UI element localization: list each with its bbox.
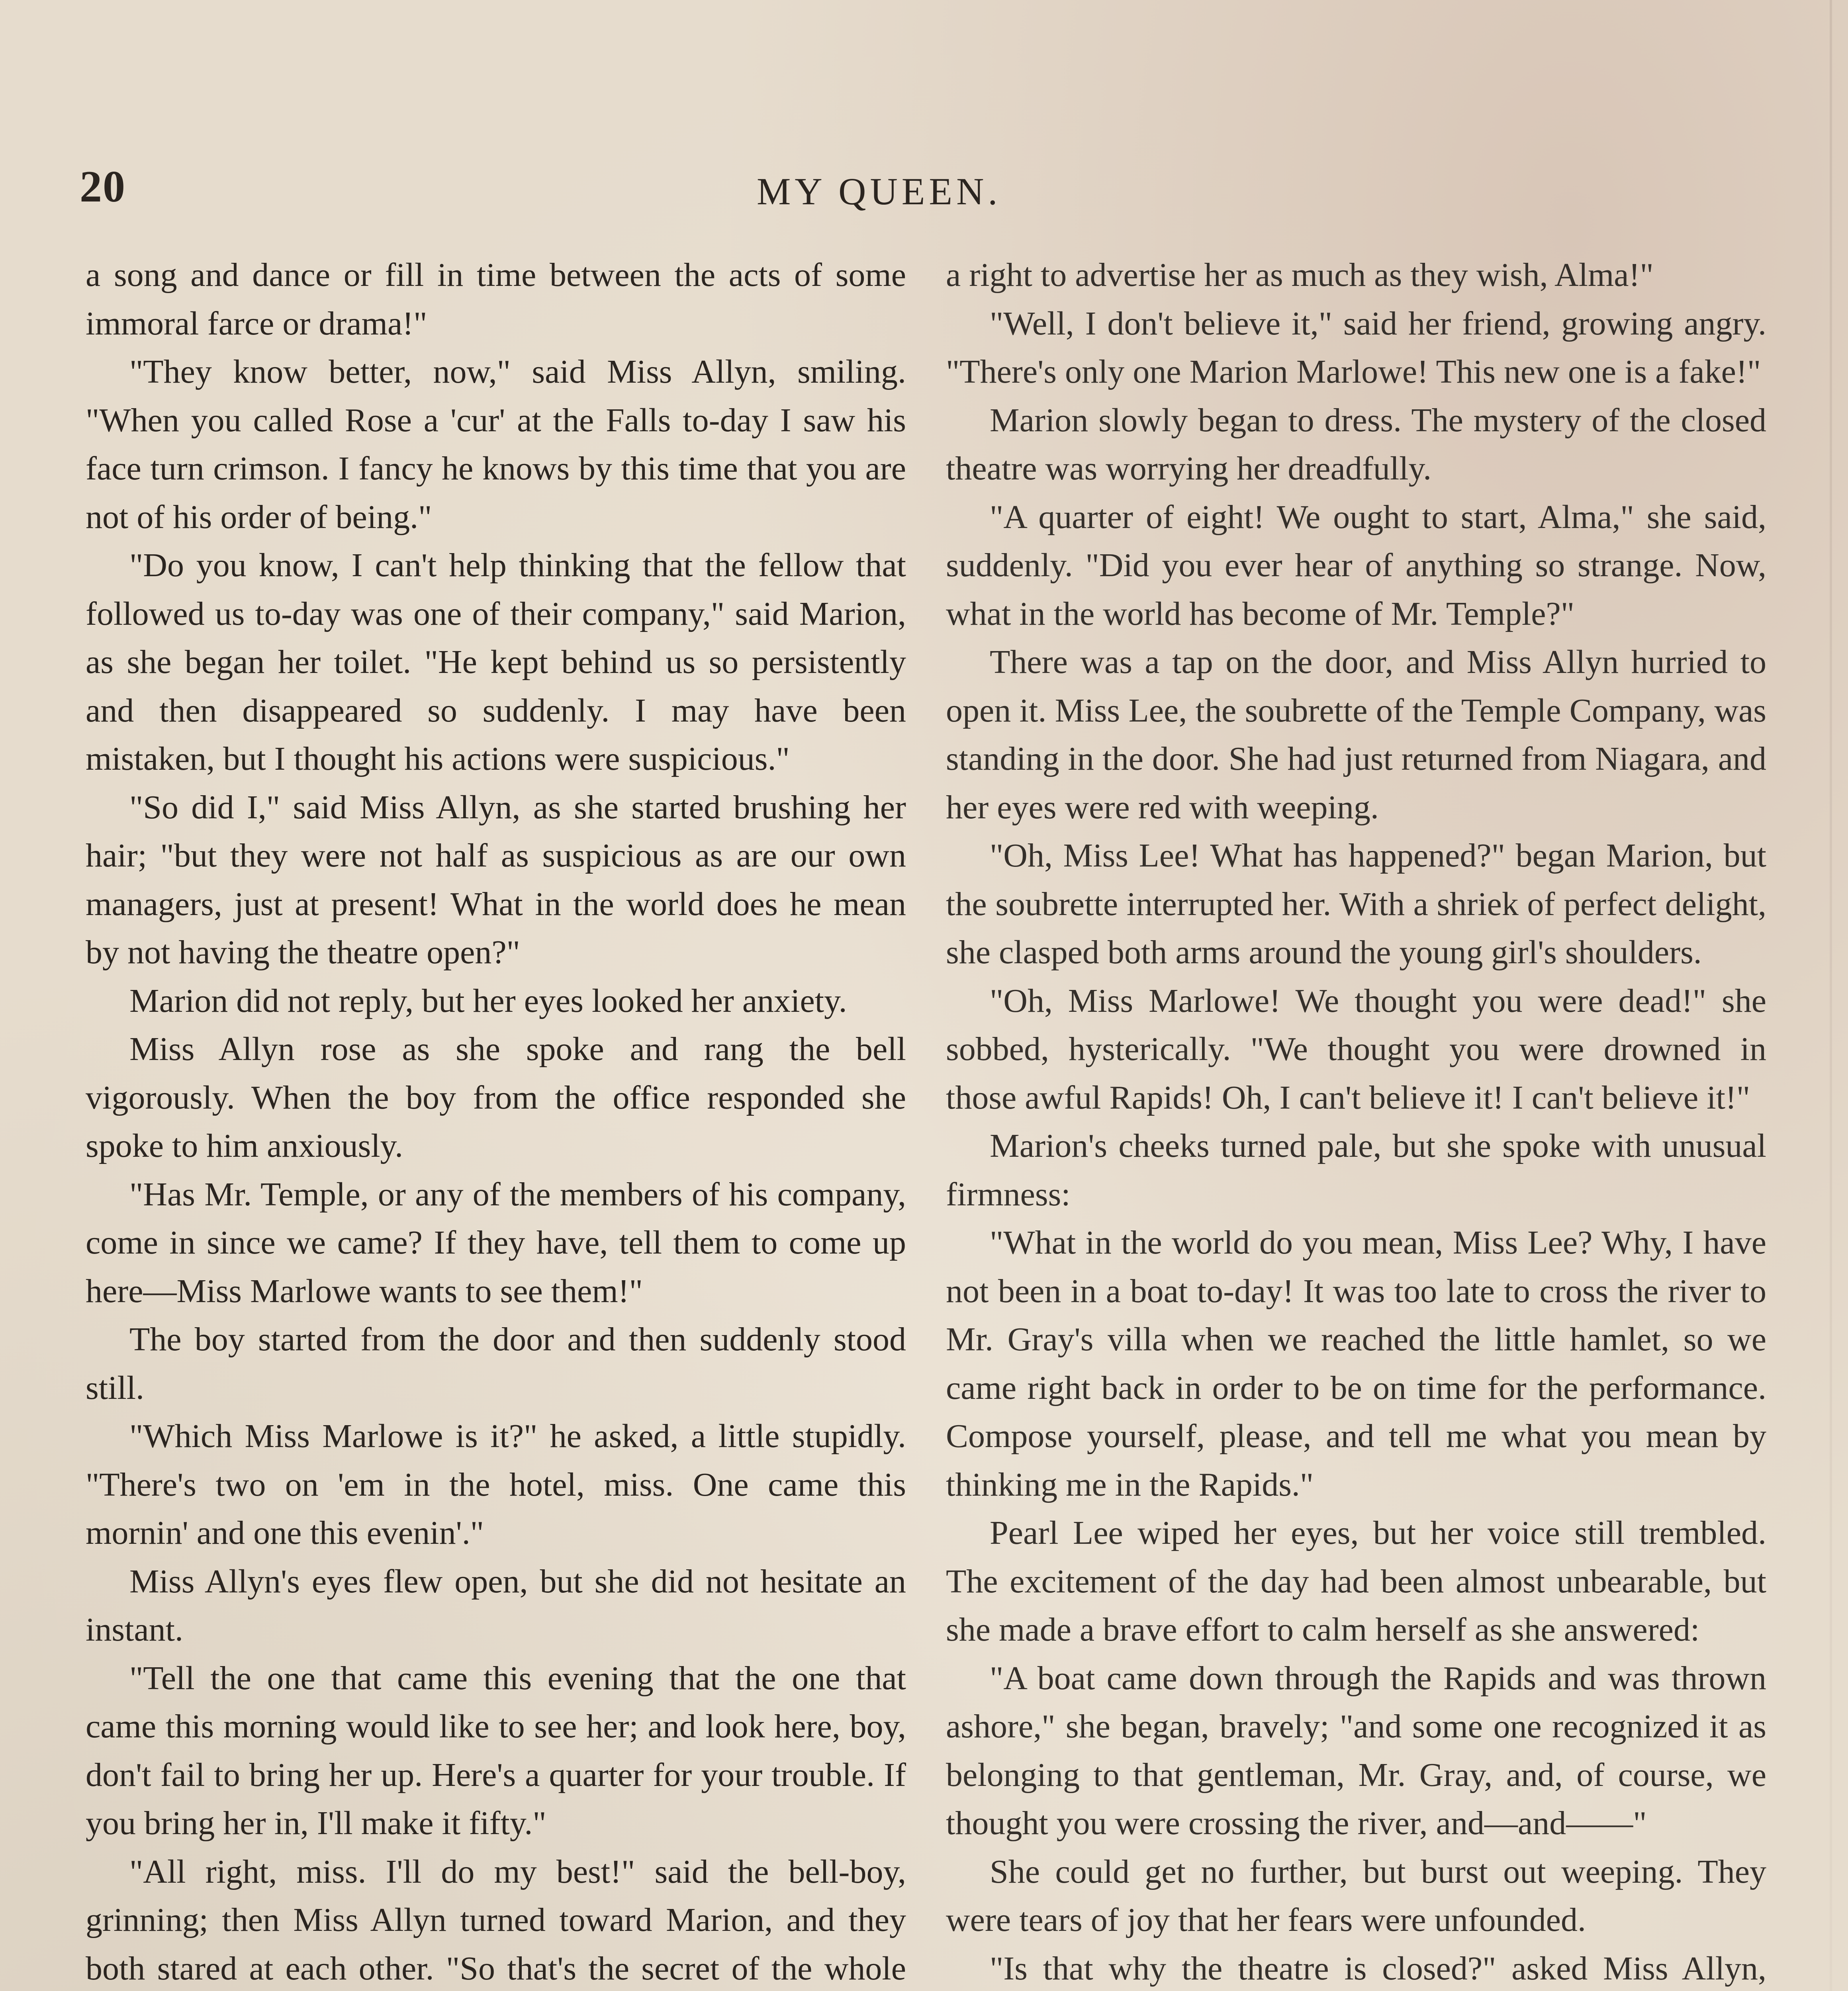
paragraph: "So did I," said Miss Allyn, as she started brushing her hair; "but they were not half as suspicious as are our own managers, just at present! What in the world does he mean by not having the theatre open?" [86, 788, 906, 971]
paragraph: Miss Allyn rose as she spoke and rang the bell vigorously. When the boy from the office responded she spoke to him anxiously. [86, 1031, 906, 1164]
paragraph: "Has Mr. Temple, or any of the members of his company, come in since we came? If they have, tell them to come up here—Miss Marlowe wants to see them!" [86, 1175, 906, 1310]
right-column [946, 251, 1766, 1991]
paragraph: "Tell the one that came this evening that the one that came this morning would like to see her; and look here, boy, don't fail to bring her up. Here's a quarter for your trouble. If you bring her in, I'll make it fifty." [86, 1659, 906, 1842]
paragraph: a song and dance or fill in time between the acts of some immoral farce or drama!" [86, 256, 906, 342]
paragraph: "Oh, Miss Lee! What has happened?" began Marion, but the soubrette interrupted her. With a shriek of perfect delight, she clasped both arms around the young girl's shoulders. [946, 837, 1766, 971]
paragraph: Pearl Lee wiped her eyes, but her voice still trembled. The excitement of the day had been almost unbearable, but she made a brave effort to calm herself as she answered: [946, 1514, 1766, 1648]
running-head: MY QUEEN. [757, 170, 1002, 213]
paragraph: a right to advertise her as much as they wish, Alma!" [946, 256, 1654, 293]
paragraph: Marion's cheeks turned pale, but she spoke with unusual firmness: [946, 1127, 1766, 1213]
paragraph: "Is that why the theatre is closed?" asked Miss Allyn, [990, 1950, 1766, 1987]
paragraph: "Which Miss Marlowe is it?" he asked, a little stupidly. "There's two on 'em in the hotel, miss. One came this mornin' and one this evenin'." [86, 1418, 906, 1551]
paragraph: Marion slowly began to dress. The mystery of the closed theatre was worrying her dreadfully. [946, 401, 1766, 487]
paragraph: She could get no further, but burst out weeping. They were tears of joy that her fears were unfounded. [946, 1853, 1766, 1938]
paragraph: "What in the world do you mean, Miss Lee? Why, I have not been in a boat to-day! It was too late to cross the river to Mr. Gray's villa when we reached the little hamlet, so we came right back in order to be on time for the performance. Compose yourself, please, and tell me what you mean by thinking me in the Rapids." [946, 1224, 1766, 1503]
page-fold-shadow [1830, 0, 1832, 1991]
paragraph: "All right, miss. I'll do my best!" said the bell-boy, grinning; then Miss Allyn turned toward Marion, and they both stared at each other. "So that's the secret of the whole [86, 1853, 906, 1987]
paragraph: "A quarter of eight! We ought to start, Alma," she said, suddenly. "Did you ever hear of anything so strange. Now, what in the world has become of Mr. Temple?" [946, 498, 1766, 632]
paragraph: "Oh, Miss Marlowe! We thought you were dead!" she sobbed, hysterically. "We thought you were drowned in those awful Rapids! Oh, I can't believe it! I can't believe it!" [946, 982, 1766, 1116]
left-column [86, 251, 906, 1991]
paragraph: The boy started from the door and then suddenly stood still. [86, 1321, 906, 1406]
paragraph: "Well, I don't believe it," said her friend, growing angry. "There's only one Marion Marlowe! This new one is a fake!" [946, 305, 1766, 390]
page-number: 20 [80, 162, 126, 211]
paragraph: "Do you know, I can't help thinking that the fellow that followed us to-day was one of their company," said Marion, as she began her toilet. "He kept behind us so persistently and then disappeared so suddenly. I may have been mistaken, but I thought his actions were suspicious." [86, 547, 906, 777]
paragraph: "A boat came down through the Rapids and was thrown ashore," she began, bravely; "and some one recognized it as belonging to that gentleman, Mr. Gray, and, of course, we thought you were crossing the river, and—and——" [946, 1659, 1766, 1842]
paragraph: "They know better, now," said Miss Allyn, smiling. "When you called Rose a 'cur' at the Falls to-day I saw his face turn crimson. I fancy he knows by this time that you are not of his order of being." [86, 353, 906, 536]
paragraph: Miss Allyn's eyes flew open, but she did not hesitate an instant. [86, 1563, 906, 1648]
paragraph: There was a tap on the door, and Miss Allyn hurried to open it. Miss Lee, the soubrette of the Temple Company, was standing in the door. She had just returned from Niagara, and her eyes were red with weeping. [946, 643, 1766, 826]
paragraph: Marion did not reply, but her eyes looked her anxiety. [129, 982, 847, 1019]
